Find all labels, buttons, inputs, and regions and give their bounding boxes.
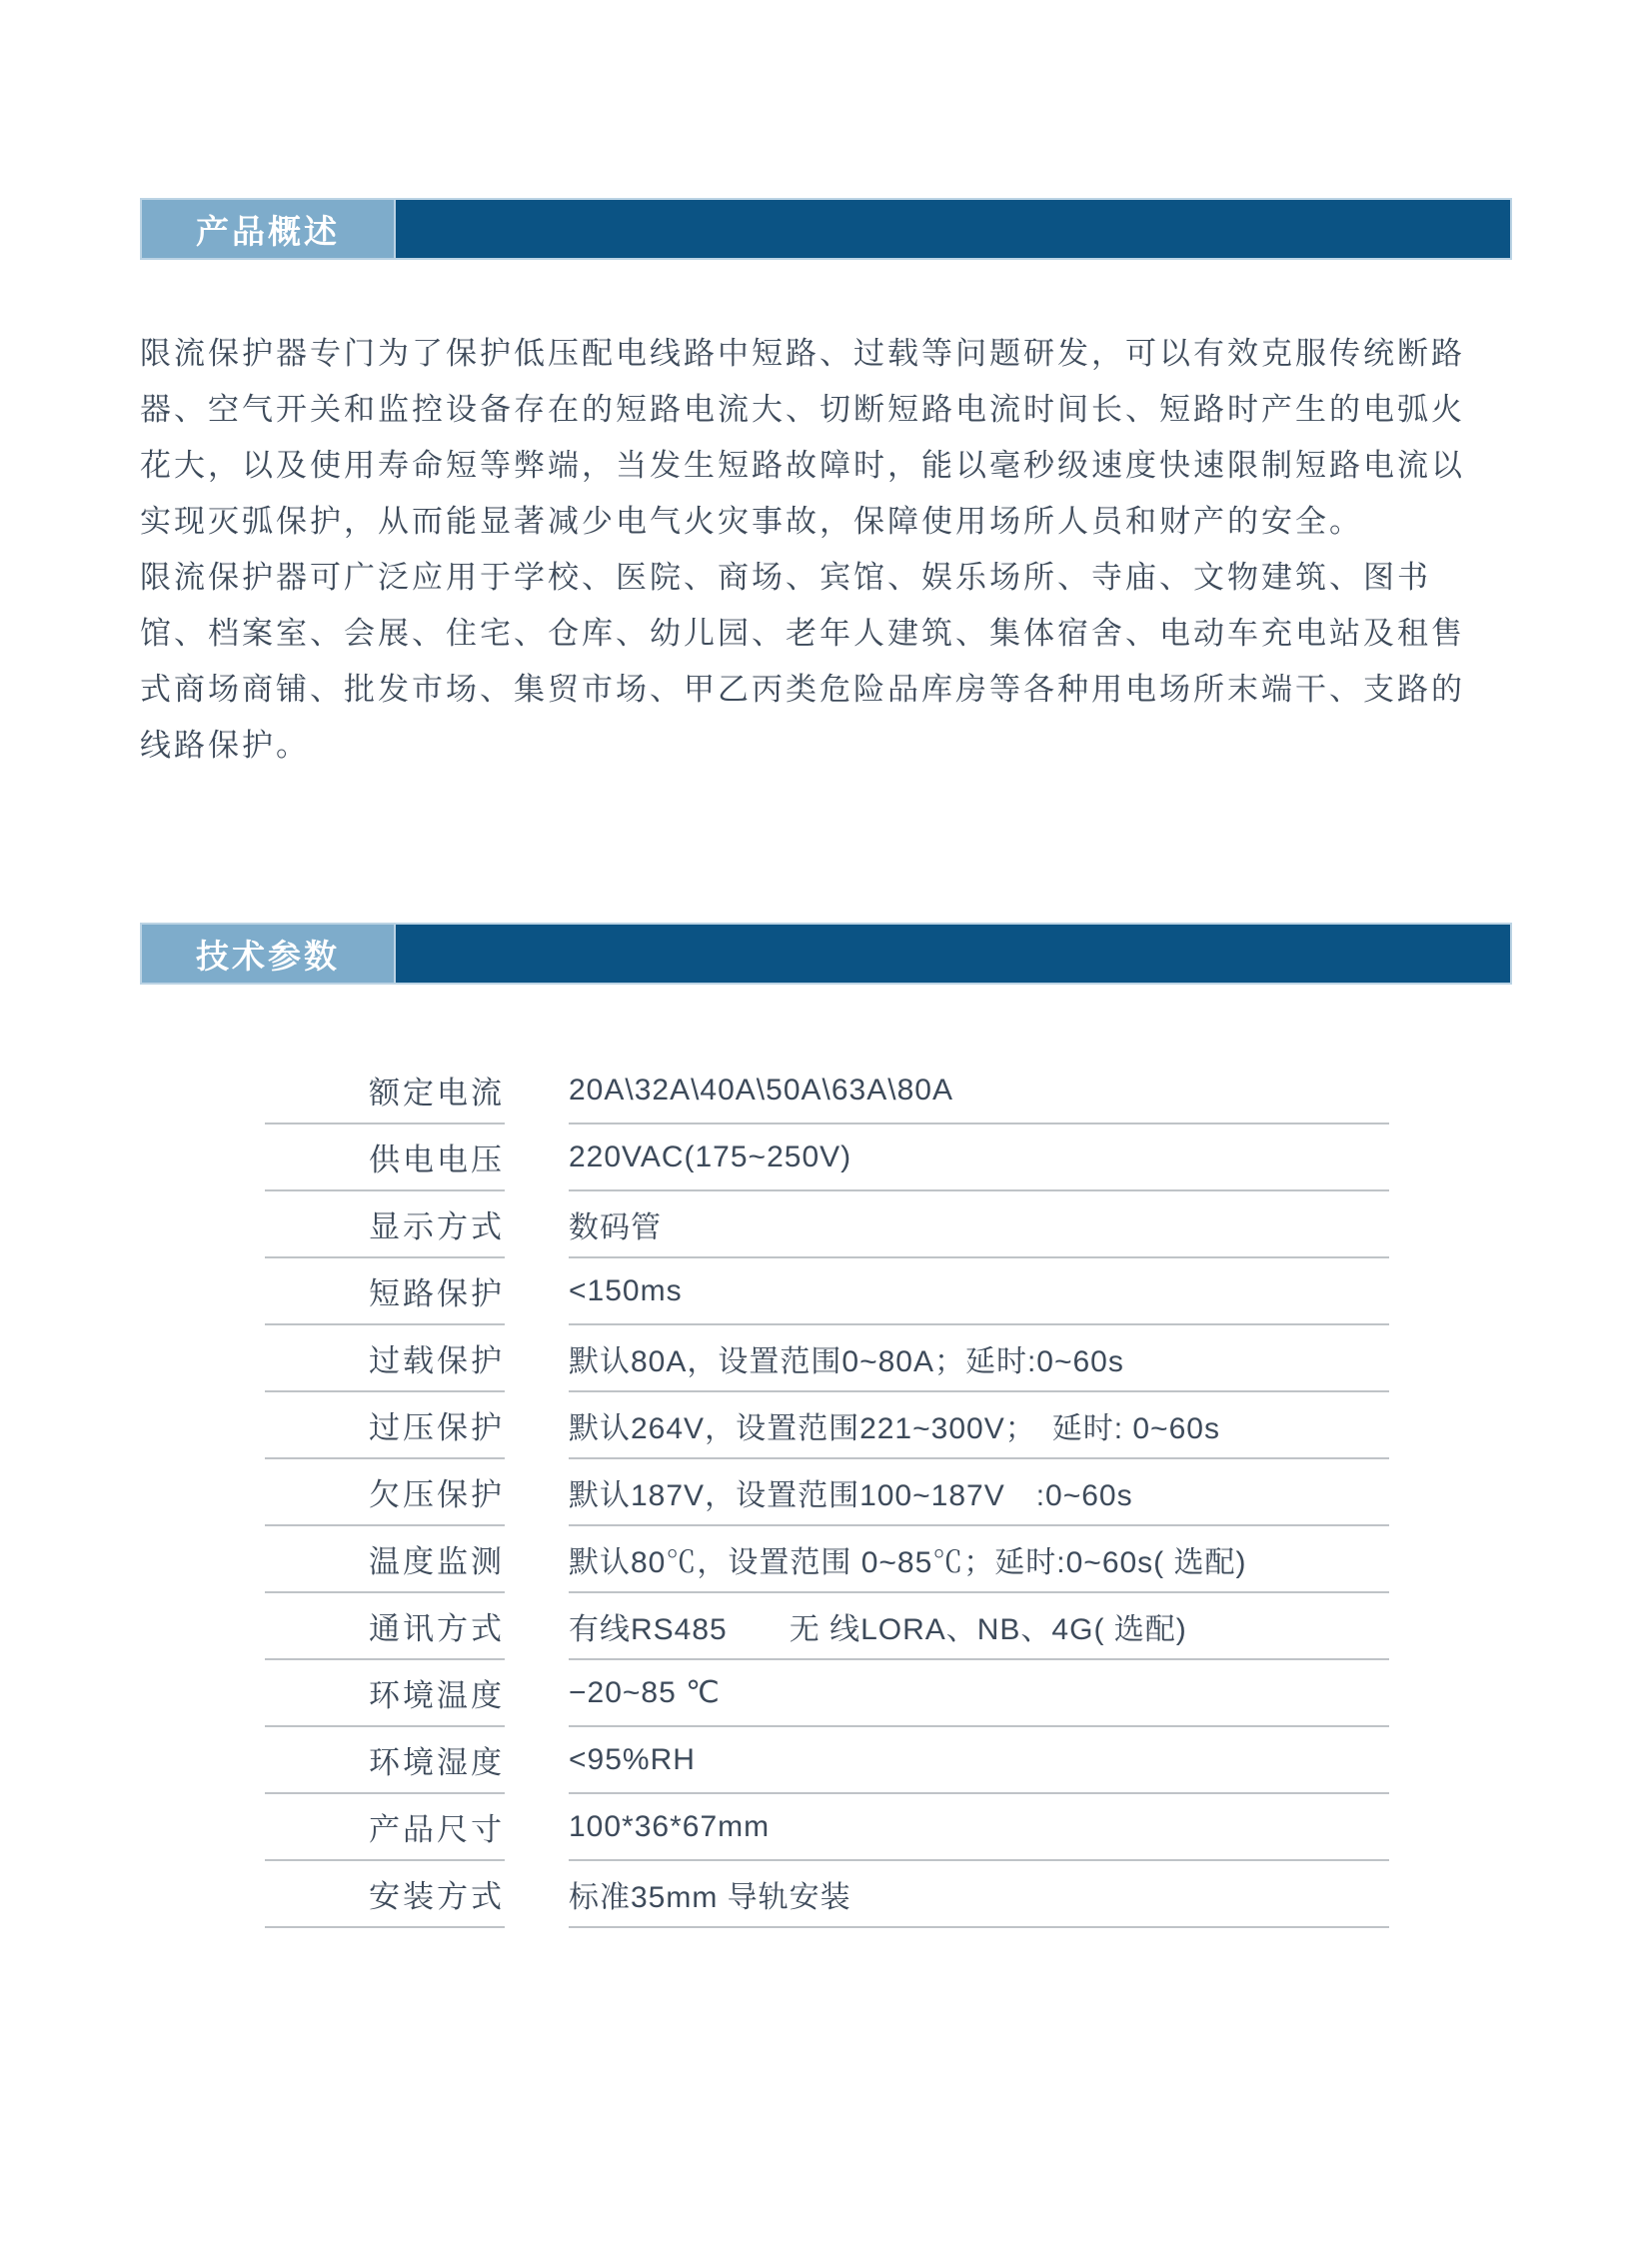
cell-gap [505, 1258, 569, 1325]
spec-value: <150ms [569, 1258, 1389, 1325]
spec-label: 温度监测 [265, 1526, 505, 1593]
spec-label: 产品尺寸 [265, 1794, 505, 1861]
table-row [265, 1459, 1389, 1526]
overview-line: 馆、档案室、会展、住宅、仓库、幼儿园、老年人建筑、集体宿舍、电动车充电站及租售 [140, 616, 1465, 651]
spec-label: 环境温度 [265, 1660, 505, 1727]
spec-label: 供电电压 [265, 1124, 505, 1191]
section-header-overview [140, 198, 1512, 260]
spec-value: <95%RH [569, 1727, 1389, 1794]
table-row [265, 1058, 1389, 1124]
table-row [265, 1325, 1389, 1392]
spec-value: 有线RS485 无 线LORA、NB、4G( 选配) [569, 1593, 1389, 1660]
table-row [265, 1727, 1389, 1794]
overview-line: 线路保护。 [140, 728, 310, 763]
page-content [140, 0, 1512, 1928]
cell-gap [505, 1861, 569, 1928]
cell-gap [505, 1191, 569, 1258]
section-title-tab [140, 923, 396, 985]
cell-gap [505, 1794, 569, 1861]
section-header-bar [396, 198, 1512, 260]
table-row [265, 1794, 1389, 1861]
table-row [265, 1593, 1389, 1660]
spec-label: 显示方式 [265, 1191, 505, 1258]
overview-line: 限流保护器专门为了保护低压配电线路中短路、过载等问题研发，可以有效克服传统断路 [140, 336, 1465, 371]
table-row [265, 1191, 1389, 1258]
table-row [265, 1124, 1389, 1191]
overview-line: 实现灭弧保护，从而能显著减少电气火灾事故，保障使用场所人员和财产的安全。 [140, 504, 1363, 539]
spec-value: −20~85 ℃ [569, 1660, 1389, 1727]
section-title-specs: 技术参数 [196, 937, 340, 975]
cell-gap [505, 1459, 569, 1526]
cell-gap [505, 1325, 569, 1392]
spec-value: 默认187V，设置范围100~187V :0~60s [569, 1459, 1389, 1526]
table-row [265, 1392, 1389, 1459]
spec-value: 标准35mm 导轨安装 [569, 1861, 1389, 1928]
spec-label: 通讯方式 [265, 1593, 505, 1660]
section-header-specs [140, 923, 1512, 985]
table-row [265, 1861, 1389, 1928]
cell-gap [505, 1058, 569, 1124]
spec-label: 短路保护 [265, 1258, 505, 1325]
overview-line: 式商场商铺、批发市场、集贸市场、甲乙丙类危险品库房等各种用电场所末端干、支路的 [140, 672, 1465, 707]
overview-line: 器、空气开关和监控设备存在的短路电流大、切断短路电流时间长、短路时产生的电弧火 [140, 392, 1465, 427]
spec-value: 数码管 [569, 1191, 1389, 1258]
table-row [265, 1660, 1389, 1727]
spec-label: 环境湿度 [265, 1727, 505, 1794]
spec-label: 安装方式 [265, 1861, 505, 1928]
section-title-tab [140, 198, 396, 260]
spec-value: 默认80A，设置范围0~80A；延时:0~60s [569, 1325, 1389, 1392]
cell-gap [505, 1392, 569, 1459]
spec-label: 过载保护 [265, 1325, 505, 1392]
spec-label: 欠压保护 [265, 1459, 505, 1526]
section-header-bar [396, 923, 1512, 985]
spec-label: 过压保护 [265, 1392, 505, 1459]
spec-table [265, 1058, 1389, 1928]
cell-gap [505, 1727, 569, 1794]
spec-label: 额定电流 [265, 1058, 505, 1124]
section-title-overview: 产品概述 [196, 212, 340, 250]
spec-value: 20A\32A\40A\50A\63A\80A [569, 1058, 1389, 1124]
cell-gap [505, 1593, 569, 1660]
spec-value: 100*36*67mm [569, 1794, 1389, 1861]
spec-value: 默认80℃，设置范围 0~85℃；延时:0~60s( 选配) [569, 1526, 1389, 1593]
table-row [265, 1258, 1389, 1325]
cell-gap [505, 1124, 569, 1191]
table-row [265, 1526, 1389, 1593]
cell-gap [505, 1660, 569, 1727]
cell-gap [505, 1526, 569, 1593]
overview-paragraph [140, 326, 1465, 774]
overview-line: 限流保护器可广泛应用于学校、医院、商场、宾馆、娱乐场所、寺庙、文物建筑、图书 [140, 560, 1431, 595]
spec-value: 默认264V，设置范围221~300V； 延时: 0~60s [569, 1392, 1389, 1459]
overview-line: 花大，以及使用寿命短等弊端，当发生短路故障时，能以毫秒级速度快速限制短路电流以 [140, 448, 1465, 483]
spec-value: 220VAC(175~250V) [569, 1124, 1389, 1191]
